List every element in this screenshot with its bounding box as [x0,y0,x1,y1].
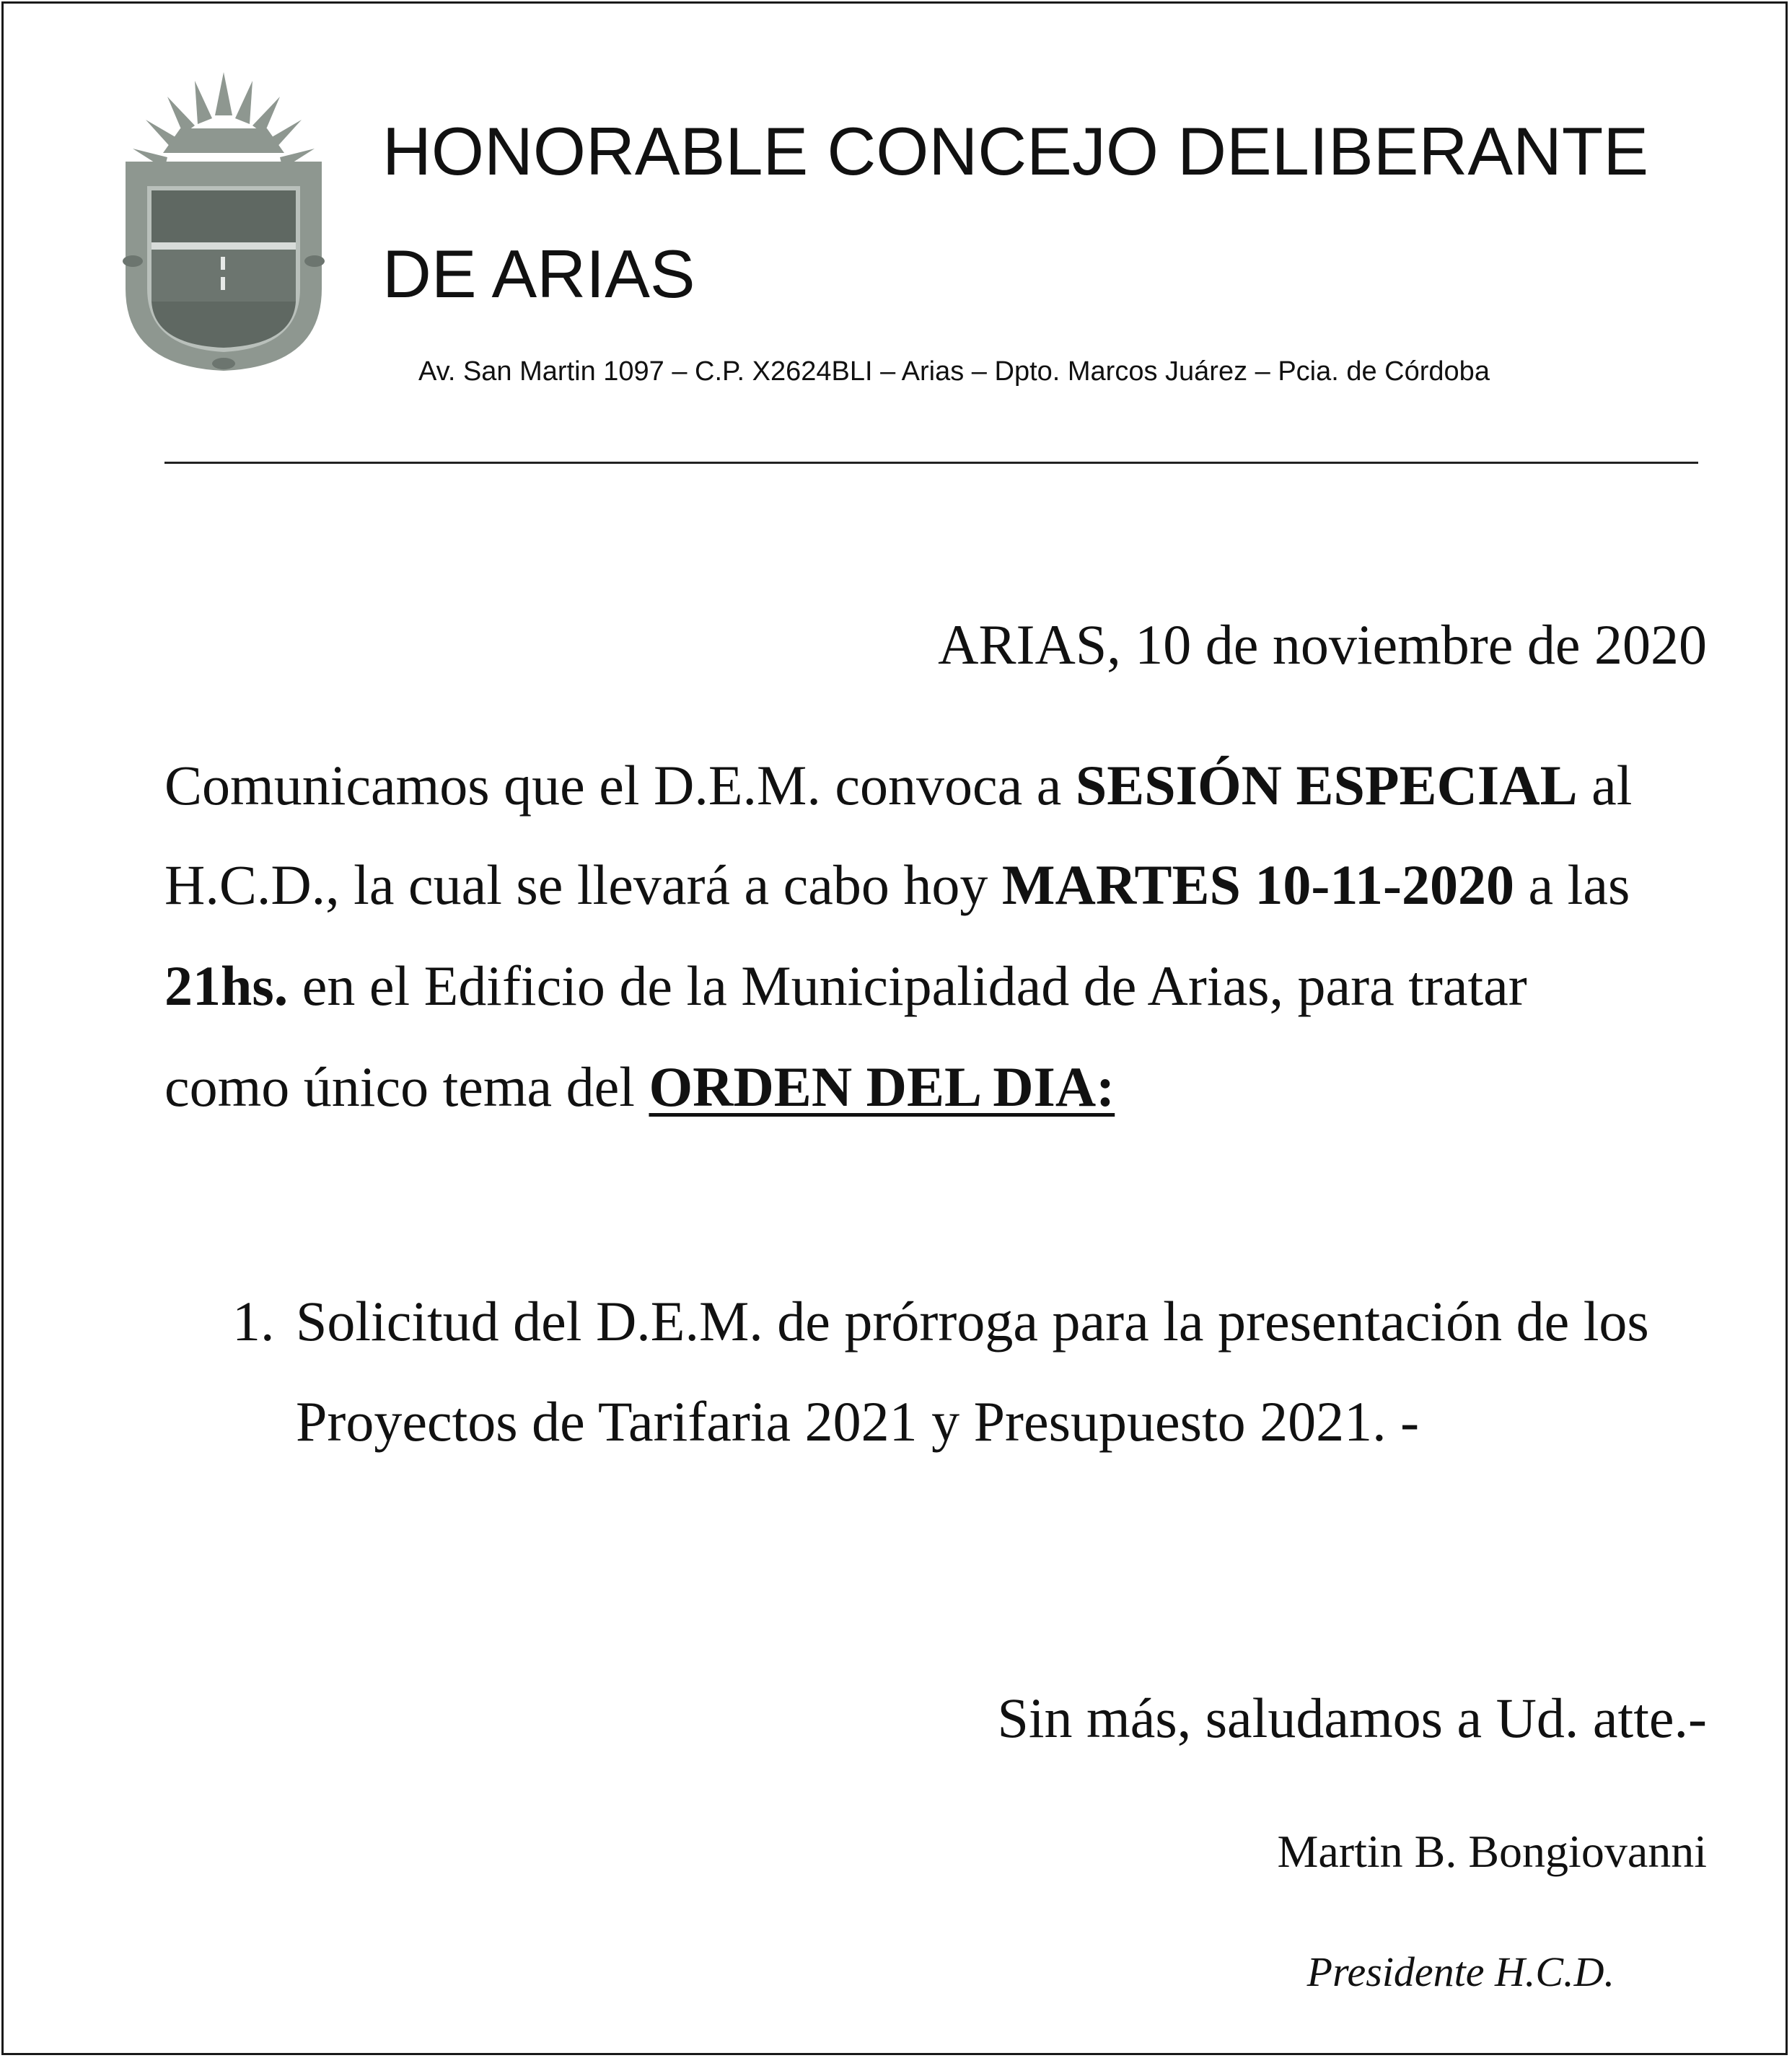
body-text: Comunicamos que el D.E.M. convoca a [164,754,1076,817]
shield-ornament-left [123,255,143,267]
coat-of-arms-icon [123,72,325,375]
body-text: H.C.D., la cual se llevará a cabo hoy [164,853,1002,916]
session-date: MARTES 10-11-2020 [1001,853,1515,916]
agenda-item-number: 1. [232,1290,275,1353]
signer-role: Presidente H.C.D. [1306,1948,1615,1995]
body-text: al [1577,754,1633,817]
agenda-item-line-1: Solicitud del D.E.M. de prórroga para la presentación de los [296,1290,1649,1353]
letter-date: ARIAS, 10 de noviembre de 2020 [938,613,1707,676]
body-text: como único tema del [164,1055,649,1118]
body-line-4 [164,1055,1115,1118]
agenda-heading: ORDEN DEL DIA: [649,1055,1115,1118]
institution-address: Av. San Martin 1097 – C.P. X2624BLI – Arias – Dpto. Marcos Juárez – Pcia. de Córdoba [418,356,1490,387]
body-text: en el Edificio de la Municipalidad de Arias, para tratar [288,954,1527,1017]
agenda-item-line-2: Proyectos de Tarifaria 2021 y Presupuesto 2021. - [296,1390,1420,1453]
institution-title-line2: DE ARIAS [382,236,695,312]
body-text: a las [1514,853,1630,916]
session-type: SESIÓN ESPECIAL [1075,754,1578,817]
signer-name: Martin B. Bongiovanni [1277,1826,1707,1877]
shield-mark [221,257,225,270]
shield-band-top [151,190,296,242]
header-divider [164,462,1698,464]
closing-salutation: Sin más, saludamos a Ud. atte.- [997,1687,1707,1749]
body-line-3 [164,954,1527,1017]
shield-mark [221,277,225,290]
body-line-1 [164,754,1633,817]
shield-wave [151,242,296,250]
institution-title-line1: HONORABLE CONCEJO DELIBERANTE [382,113,1649,189]
shield-ornament-base [212,358,235,369]
sun-rays [133,72,315,169]
session-time: 21hs. [164,954,289,1017]
body-line-2 [164,853,1630,916]
shield-ornament-right [304,255,325,267]
